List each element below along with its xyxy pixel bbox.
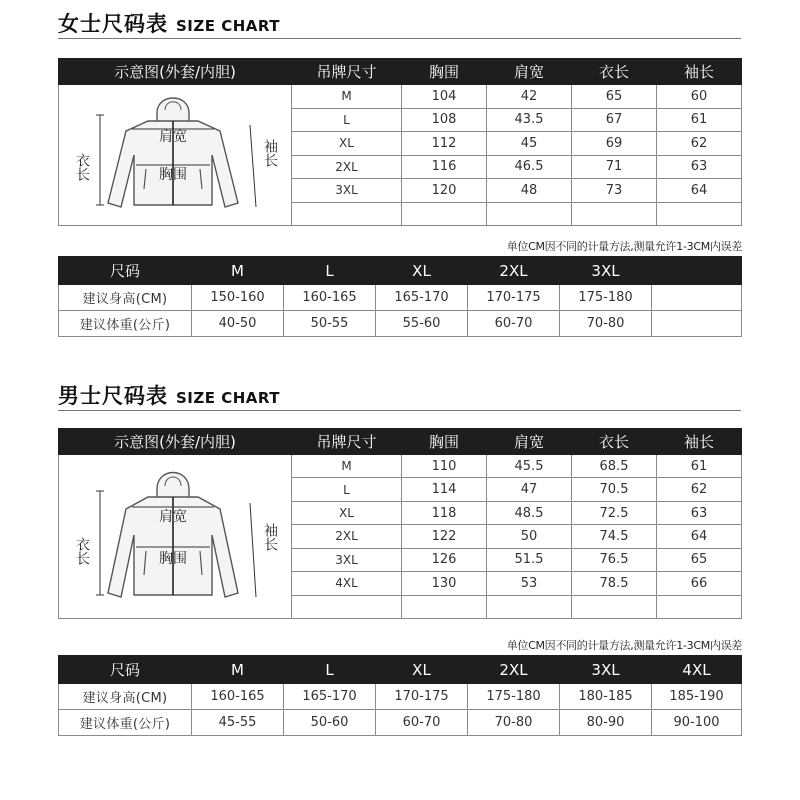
chest-cell: 114 (402, 478, 487, 501)
length-cell: 68.5 (572, 455, 657, 478)
chest-cell: 108 (402, 108, 487, 132)
sleeve-cell (657, 595, 742, 618)
shoulder-cell: 50 (487, 525, 572, 548)
length-cell: 71 (572, 155, 657, 179)
length-cell: 72.5 (572, 501, 657, 524)
size-cell: 2XL (292, 155, 402, 179)
height-cell: 150-160 (192, 285, 284, 311)
height-cell: 160-165 (192, 684, 284, 710)
header-size-xl: XL (376, 656, 468, 684)
size-cell: M (292, 455, 402, 478)
sleeve-cell: 61 (657, 455, 742, 478)
weight-cell: 70-80 (468, 710, 560, 736)
chest-cell (402, 595, 487, 618)
length-cell: 74.5 (572, 525, 657, 548)
shoulder-cell: 51.5 (487, 548, 572, 571)
weight-cell: 50-55 (284, 311, 376, 337)
diagram-chest-label: 胸围 (158, 167, 187, 183)
header-size-3xl: 3XL (560, 257, 652, 285)
weight-cell: 70-80 (560, 311, 652, 337)
men-title-en: SIZE CHART (176, 389, 281, 407)
jacket-icon (60, 455, 291, 614)
height-cell: 165-170 (284, 684, 376, 710)
men-title (58, 380, 280, 410)
sleeve-cell: 61 (657, 108, 742, 132)
women-measure-note: 单位CM因不同的计量方法,测量允许1-3CM内误差 (506, 240, 742, 253)
length-cell: 67 (572, 108, 657, 132)
header-shoulder: 肩宽 (487, 59, 572, 85)
header-size-4xl: 4XL (652, 656, 742, 684)
header-size: 尺码 (59, 257, 192, 285)
height-cell: 175-180 (560, 285, 652, 311)
women-size-header (59, 59, 742, 85)
header-tag-size: 吊牌尺寸 (292, 429, 402, 455)
shoulder-cell: 53 (487, 572, 572, 595)
shoulder-cell: 46.5 (487, 155, 572, 179)
header-size-empty (652, 257, 742, 285)
height-cell: 165-170 (376, 285, 468, 311)
header-sleeve: 袖长 (657, 429, 742, 455)
header-shoulder: 肩宽 (487, 429, 572, 455)
length-cell: 73 (572, 179, 657, 203)
shoulder-cell: 47 (487, 478, 572, 501)
header-diagram: 示意图(外套/内胆) (59, 429, 292, 455)
length-cell (572, 202, 657, 226)
shoulder-cell: 45.5 (487, 455, 572, 478)
size-cell: M (292, 85, 402, 109)
diagram-chest-label: 胸围 (158, 551, 187, 567)
size-cell: 4XL (292, 572, 402, 595)
sleeve-cell: 64 (657, 179, 742, 203)
sleeve-cell: 63 (657, 155, 742, 179)
header-diagram: 示意图(外套/内胆) (59, 59, 292, 85)
table-row (59, 311, 742, 337)
diagram-length-label: 衣长 (73, 537, 90, 565)
row-label-height: 建议身高(CM) (59, 684, 192, 710)
sleeve-cell (657, 202, 742, 226)
size-cell: 2XL (292, 525, 402, 548)
shoulder-cell: 48.5 (487, 501, 572, 524)
shoulder-cell: 45 (487, 132, 572, 156)
men-title-rule (58, 410, 741, 411)
sleeve-cell: 62 (657, 478, 742, 501)
height-cell: 160-165 (284, 285, 376, 311)
chest-cell: 104 (402, 85, 487, 109)
shoulder-cell (487, 202, 572, 226)
women-rec-header (59, 257, 742, 285)
weight-cell: 60-70 (468, 311, 560, 337)
size-cell: L (292, 478, 402, 501)
men-measure-note: 单位CM因不同的计量方法,测量允许1-3CM内误差 (506, 639, 742, 652)
sleeve-cell: 65 (657, 548, 742, 571)
shoulder-cell (487, 595, 572, 618)
header-size-2xl: 2XL (468, 656, 560, 684)
women-title-cn: 女士尺码表 (58, 12, 168, 36)
height-cell: 170-175 (376, 684, 468, 710)
sleeve-cell: 62 (657, 132, 742, 156)
weight-cell: 55-60 (376, 311, 468, 337)
women-jacket-diagram (59, 85, 292, 226)
height-cell: 185-190 (652, 684, 742, 710)
women-title (58, 8, 280, 38)
size-cell: L (292, 108, 402, 132)
size-cell: 3XL (292, 548, 402, 571)
size-cell (292, 202, 402, 226)
header-size-3xl: 3XL (560, 656, 652, 684)
men-jacket-diagram (59, 455, 292, 619)
header-tag-size: 吊牌尺寸 (292, 59, 402, 85)
table-row (59, 455, 742, 478)
diagram-length-label: 衣长 (73, 153, 90, 181)
length-cell: 76.5 (572, 548, 657, 571)
sleeve-cell: 66 (657, 572, 742, 595)
jacket-icon (60, 85, 291, 221)
header-length: 衣长 (572, 429, 657, 455)
chest-cell (402, 202, 487, 226)
length-cell: 70.5 (572, 478, 657, 501)
sleeve-cell: 60 (657, 85, 742, 109)
diagram-sleeve-label: 袖长 (261, 139, 278, 167)
table-row (59, 684, 742, 710)
diagram-shoulder-label: 肩宽 (158, 509, 187, 525)
men-rec-header (59, 656, 742, 684)
height-cell: 180-185 (560, 684, 652, 710)
men-title-cn: 男士尺码表 (58, 384, 168, 408)
shoulder-cell: 48 (487, 179, 572, 203)
header-size-xl: XL (376, 257, 468, 285)
size-cell: 3XL (292, 179, 402, 203)
length-cell: 65 (572, 85, 657, 109)
weight-cell: 45-55 (192, 710, 284, 736)
size-cell: XL (292, 501, 402, 524)
chest-cell: 116 (402, 155, 487, 179)
shoulder-cell: 43.5 (487, 108, 572, 132)
chest-cell: 120 (402, 179, 487, 203)
diagram-sleeve-label: 袖长 (261, 523, 278, 551)
women-size-table (58, 58, 742, 226)
height-cell (652, 285, 742, 311)
header-size-l: L (284, 656, 376, 684)
row-label-height: 建议身高(CM) (59, 285, 192, 311)
chest-cell: 110 (402, 455, 487, 478)
men-size-table (58, 428, 742, 619)
women-recommendation-table (58, 256, 742, 337)
row-label-weight: 建议体重(公斤) (59, 311, 192, 337)
chest-cell: 126 (402, 548, 487, 571)
weight-cell: 90-100 (652, 710, 742, 736)
length-cell: 78.5 (572, 572, 657, 595)
row-label-weight: 建议体重(公斤) (59, 710, 192, 736)
header-length: 衣长 (572, 59, 657, 85)
table-row (59, 85, 742, 109)
header-size-m: M (192, 257, 284, 285)
header-chest: 胸围 (402, 429, 487, 455)
weight-cell: 60-70 (376, 710, 468, 736)
chest-cell: 122 (402, 525, 487, 548)
header-size-m: M (192, 656, 284, 684)
women-title-en: SIZE CHART (176, 17, 281, 35)
weight-cell (652, 311, 742, 337)
men-size-header (59, 429, 742, 455)
header-size-l: L (284, 257, 376, 285)
size-cell (292, 595, 402, 618)
chest-cell: 118 (402, 501, 487, 524)
diagram-shoulder-label: 肩宽 (158, 129, 187, 145)
table-row (59, 710, 742, 736)
length-cell (572, 595, 657, 618)
sleeve-cell: 63 (657, 501, 742, 524)
header-sleeve: 袖长 (657, 59, 742, 85)
height-cell: 170-175 (468, 285, 560, 311)
length-cell: 69 (572, 132, 657, 156)
table-row (59, 285, 742, 311)
men-recommendation-table (58, 655, 742, 736)
weight-cell: 80-90 (560, 710, 652, 736)
chest-cell: 112 (402, 132, 487, 156)
shoulder-cell: 42 (487, 85, 572, 109)
height-cell: 175-180 (468, 684, 560, 710)
header-chest: 胸围 (402, 59, 487, 85)
weight-cell: 50-60 (284, 710, 376, 736)
weight-cell: 40-50 (192, 311, 284, 337)
header-size-2xl: 2XL (468, 257, 560, 285)
header-size: 尺码 (59, 656, 192, 684)
women-title-rule (58, 38, 741, 39)
size-cell: XL (292, 132, 402, 156)
sleeve-cell: 64 (657, 525, 742, 548)
chest-cell: 130 (402, 572, 487, 595)
